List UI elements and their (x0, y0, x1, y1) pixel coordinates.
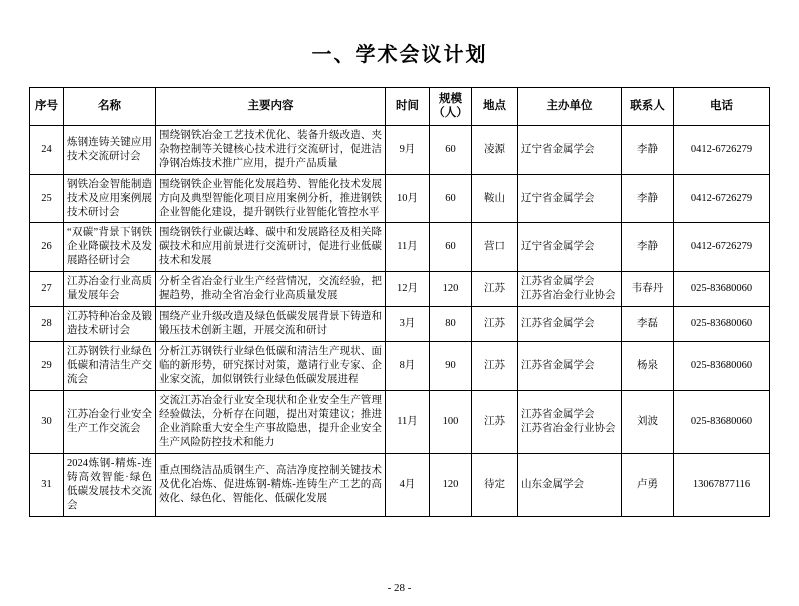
header-phone: 电话 (674, 88, 770, 126)
table-row (30, 272, 770, 307)
cell-no: 30 (30, 391, 64, 454)
table-row (30, 223, 770, 272)
cell-phone: 13067877116 (674, 453, 770, 516)
cell-content: 交流江苏冶金行业安全现状和企业安全生产管理经验做法，分析存在问题，提出对策建议；推进企业消除重大安全生产事故隐患，提升企业安全生产风险防控技术和能力 (156, 391, 386, 454)
cell-content: 分析江苏钢铁行业绿色低碳和清洁生产现状、面临的新形势，研究探讨对策，邀请行业专家、企业家交流，加似钢铁行业绿色低碳发展进程 (156, 342, 386, 391)
table-body (30, 125, 770, 516)
cell-phone: 025-83680060 (674, 307, 770, 342)
cell-organizer: 辽宁省金属学会 (518, 223, 622, 272)
cell-phone: 025-83680060 (674, 391, 770, 454)
cell-time: 11月 (386, 391, 430, 454)
cell-name: 江苏特种冶金及锻造技术研讨会 (64, 307, 156, 342)
document-page (0, 38, 799, 606)
cell-place: 江苏 (472, 272, 518, 307)
cell-phone: 025-83680060 (674, 342, 770, 391)
header-content: 主要内容 (156, 88, 386, 126)
cell-content: 围绕钢铁冶金工艺技术优化、装备升级改造、夹杂物控制等关键核心技术进行交流研讨，促进洁净钢冶炼技术推广应用，提升产品质量 (156, 125, 386, 174)
header-scale-line1: 规模 (439, 93, 462, 105)
cell-time: 3月 (386, 307, 430, 342)
cell-contact: 李磊 (622, 307, 674, 342)
cell-organizer: 江苏省金属学会 江苏省冶金行业协会 (518, 391, 622, 454)
header-organizer: 主办单位 (518, 88, 622, 126)
header-name: 名称 (64, 88, 156, 126)
cell-organizer: 山东金属学会 (518, 453, 622, 516)
cell-no: 28 (30, 307, 64, 342)
cell-content: 围绕钢铁行业碳达峰、碳中和发展路径及相关降碳技术和应用前景进行交流研讨，促进行业低碳技术和发展 (156, 223, 386, 272)
cell-organizer: 江苏省金属学会 (518, 342, 622, 391)
cell-organizer: 江苏省金属学会 (518, 307, 622, 342)
page-number: - 28 - (387, 582, 412, 594)
cell-scale: 60 (430, 223, 472, 272)
cell-contact: 杨泉 (622, 342, 674, 391)
cell-content: 重点围绕洁品质钢生产、高洁净度控制关键技术及优化冶炼、促进炼钢-精炼-连铸生产工艺的高效化、绿色化、智能化、低碳化发展 (156, 453, 386, 516)
cell-time: 4月 (386, 453, 430, 516)
cell-contact: 韦春丹 (622, 272, 674, 307)
table-row (30, 342, 770, 391)
cell-no: 25 (30, 174, 64, 223)
cell-name: “双碳”背景下钢铁企业降碳技术及发展路径研讨会 (64, 223, 156, 272)
cell-time: 11月 (386, 223, 430, 272)
header-time: 时间 (386, 88, 430, 126)
cell-organizer: 江苏省金属学会 江苏省冶金行业协会 (518, 272, 622, 307)
header-place: 地点 (472, 88, 518, 126)
cell-content: 围绕钢铁企业智能化发展趋势、智能化技术发展方向及典型智能化项目应用案例分析，推进钢铁企业智能化建设，提升钢铁行业智能化管控水平 (156, 174, 386, 223)
cell-name: 江苏冶金行业高质量发展年会 (64, 272, 156, 307)
cell-phone: 0412-6726279 (674, 174, 770, 223)
cell-scale: 100 (430, 391, 472, 454)
table-header-row (30, 88, 770, 126)
cell-contact: 李静 (622, 125, 674, 174)
header-scale-line2: （人） (433, 107, 468, 120)
table-row (30, 307, 770, 342)
cell-name: 江苏钢铁行业绿色低碳和清洁生产交流会 (64, 342, 156, 391)
cell-name: 2024炼钢-精炼-连铸高效智能·绿色低碳发展技术交流会 (64, 453, 156, 516)
cell-content: 围绕产业升级改造及绿色低碳发展背景下铸造和锻压技术创新主题，开展交流和研讨 (156, 307, 386, 342)
cell-contact: 卢勇 (622, 453, 674, 516)
cell-place: 鞍山 (472, 174, 518, 223)
cell-contact: 刘波 (622, 391, 674, 454)
cell-no: 29 (30, 342, 64, 391)
table-row (30, 174, 770, 223)
cell-place: 营口 (472, 223, 518, 272)
cell-phone: 0412-6726279 (674, 223, 770, 272)
cell-scale: 120 (430, 272, 472, 307)
cell-place: 待定 (472, 453, 518, 516)
cell-scale: 60 (430, 174, 472, 223)
cell-scale: 80 (430, 307, 472, 342)
cell-place: 江苏 (472, 391, 518, 454)
cell-scale: 60 (430, 125, 472, 174)
table-row (30, 391, 770, 454)
cell-organizer: 辽宁省金属学会 (518, 174, 622, 223)
cell-no: 27 (30, 272, 64, 307)
cell-time: 10月 (386, 174, 430, 223)
cell-time: 12月 (386, 272, 430, 307)
cell-no: 24 (30, 125, 64, 174)
header-no: 序号 (30, 88, 64, 126)
table-row (30, 125, 770, 174)
cell-scale: 120 (430, 453, 472, 516)
cell-phone: 025-83680060 (674, 272, 770, 307)
cell-time: 9月 (386, 125, 430, 174)
cell-content: 分析全省冶金行业生产经营情况，交流经验，把握趋势，推动全省冶金行业高质量发展 (156, 272, 386, 307)
cell-organizer: 辽宁省金属学会 (518, 125, 622, 174)
cell-no: 31 (30, 453, 64, 516)
conference-plan-table (29, 87, 770, 517)
cell-contact: 李静 (622, 174, 674, 223)
cell-name: 炼钢连铸关键应用技术交流研讨会 (64, 125, 156, 174)
cell-place: 江苏 (472, 342, 518, 391)
table-row (30, 453, 770, 516)
cell-phone: 0412-6726279 (674, 125, 770, 174)
cell-time: 8月 (386, 342, 430, 391)
cell-scale: 90 (430, 342, 472, 391)
page-title: 一、学术会议计划 (311, 44, 488, 66)
cell-name: 江苏冶金行业安全生产工作交流会 (64, 391, 156, 454)
cell-no: 26 (30, 223, 64, 272)
cell-name: 钢铁冶金智能制造技术及应用案例展技术研讨会 (64, 174, 156, 223)
cell-contact: 李静 (622, 223, 674, 272)
cell-place: 凌源 (472, 125, 518, 174)
header-contact: 联系人 (622, 88, 674, 126)
header-scale (430, 88, 472, 126)
cell-place: 江苏 (472, 307, 518, 342)
